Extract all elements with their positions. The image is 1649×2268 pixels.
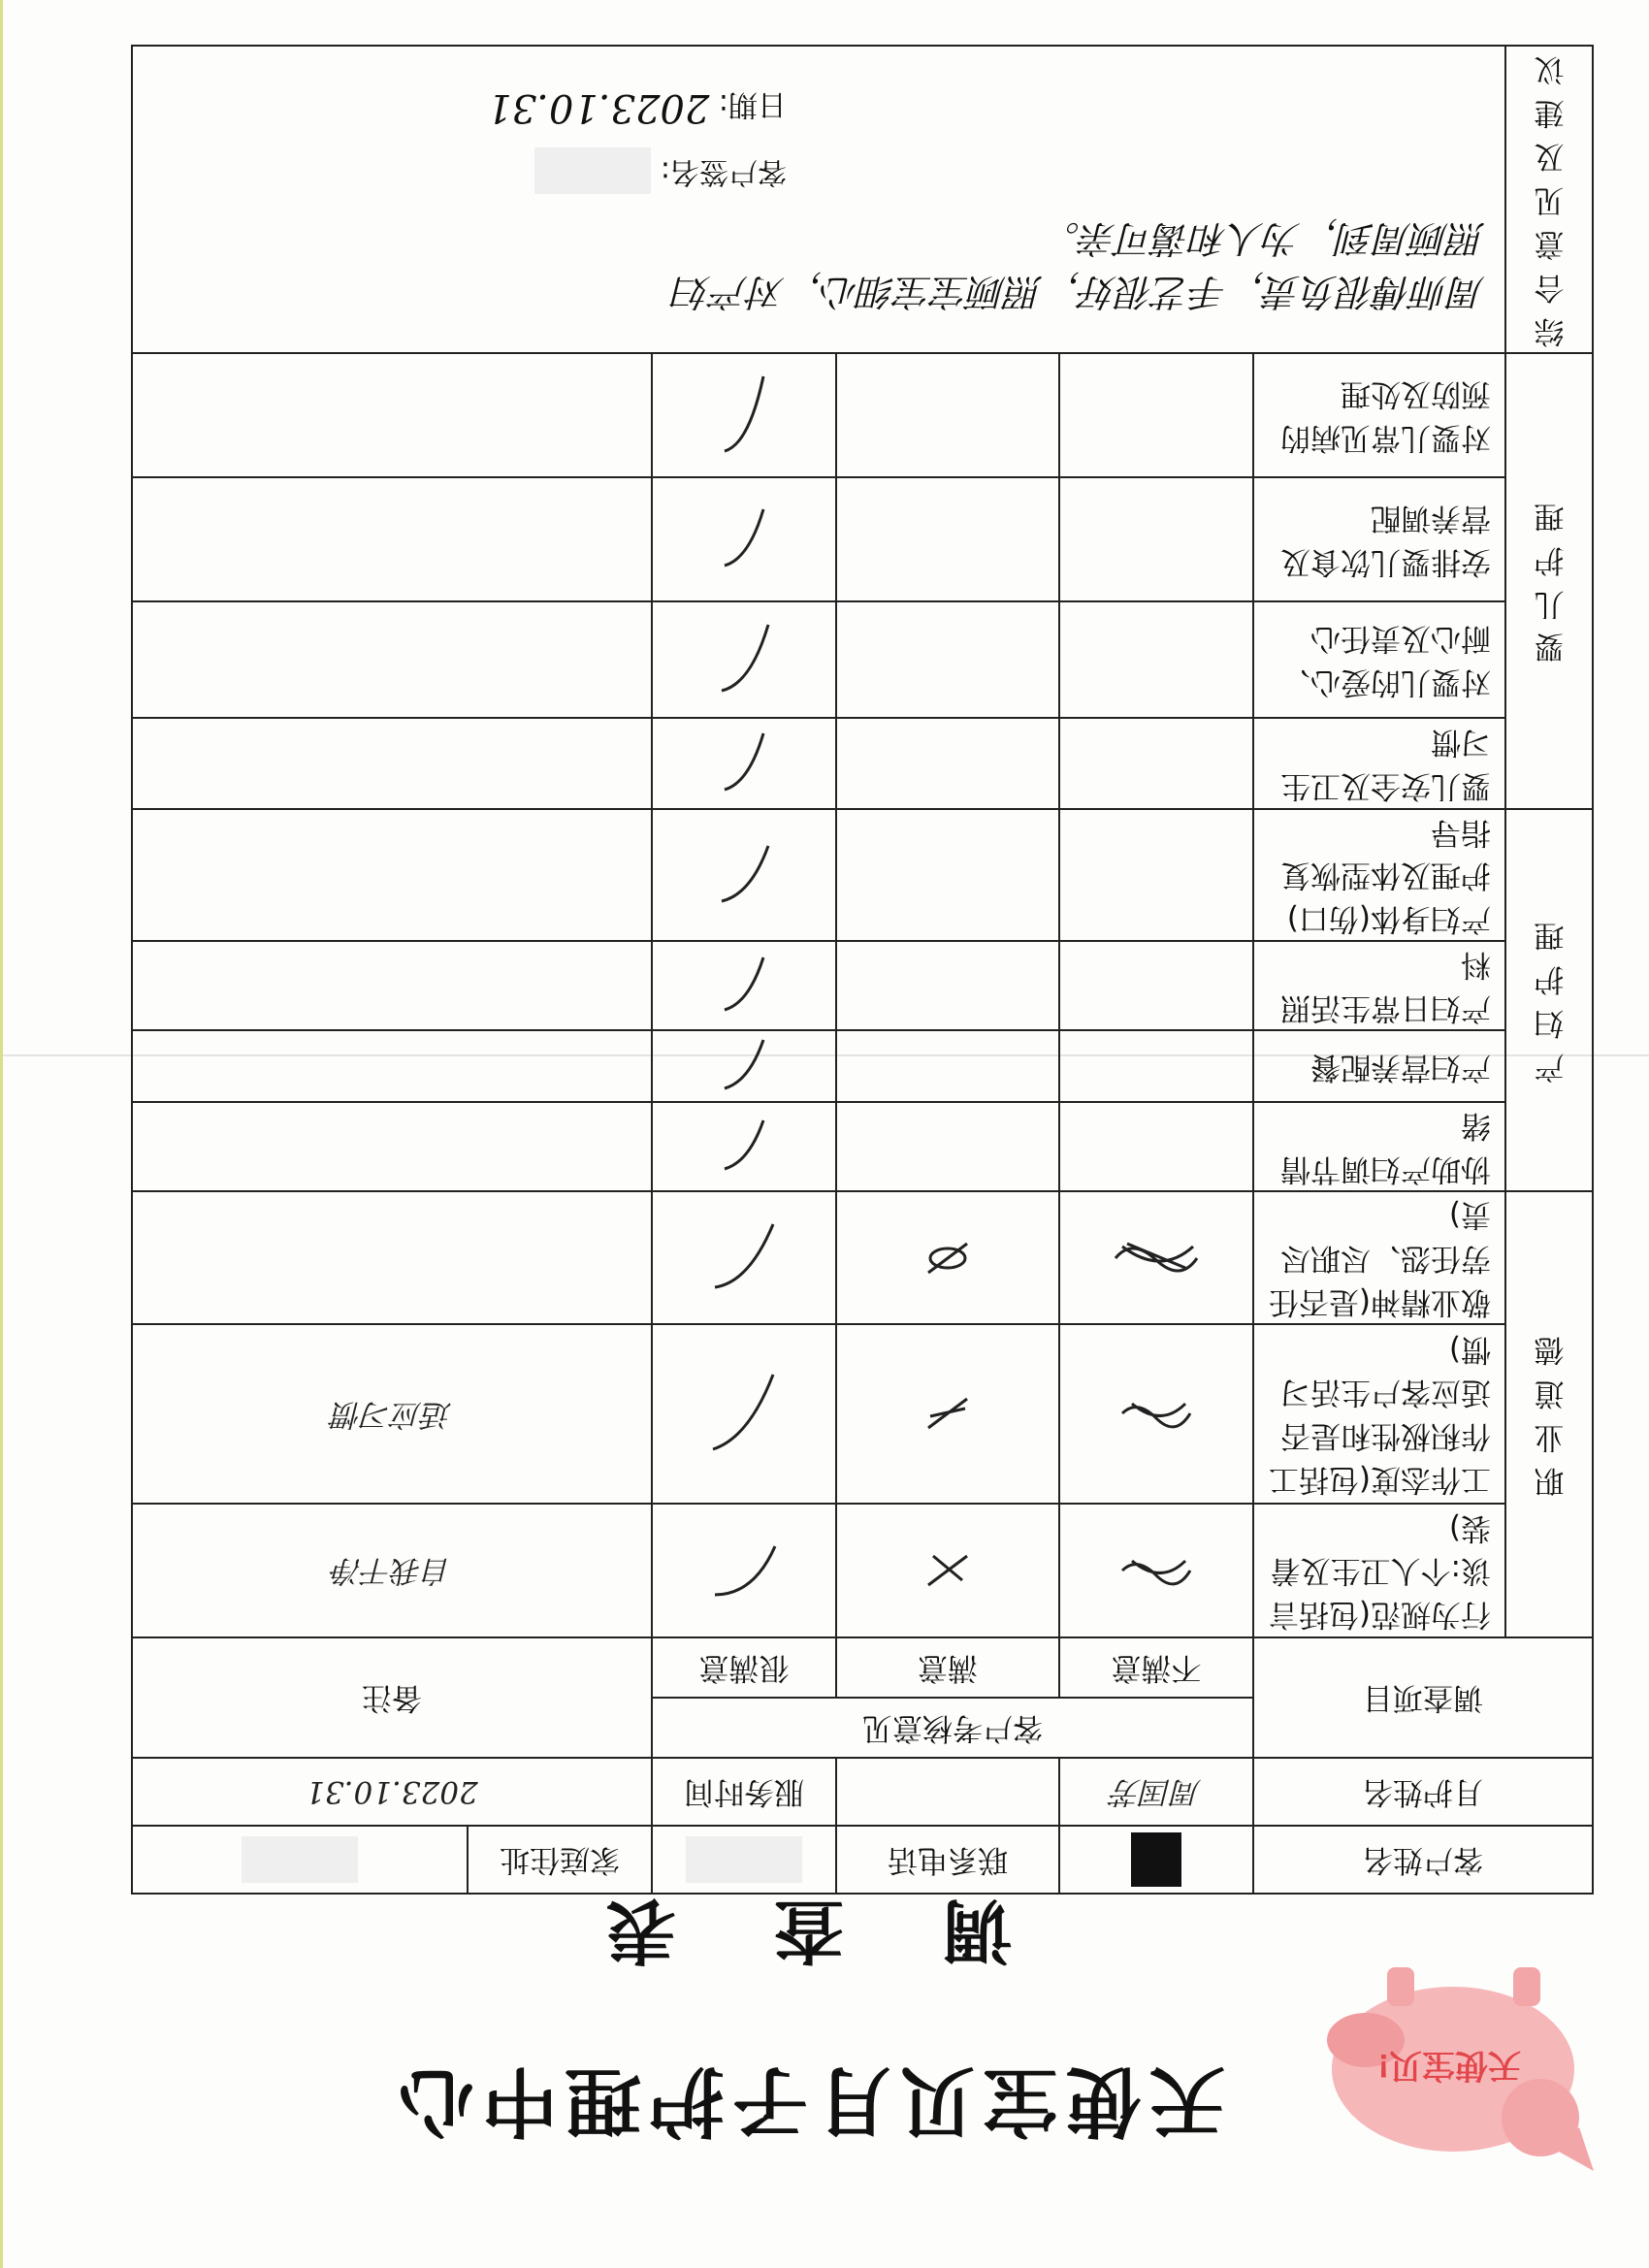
check-icon — [715, 1036, 773, 1096]
service-time-label: 服务时间 — [652, 1758, 836, 1826]
empty-cell — [1059, 1030, 1253, 1102]
item-label: 行为规范(包括言谈:个人卫生及着装) — [1253, 1504, 1505, 1637]
item-label: 产妇日常生活照料 — [1253, 941, 1505, 1030]
col-unsatisfied: 不满意 — [1059, 1637, 1253, 1698]
scribble-mark — [1059, 1504, 1253, 1637]
empty-cell — [1059, 941, 1253, 1030]
form-subtitle: 调 查 表 — [568, 1890, 1012, 1971]
table-row — [132, 601, 1593, 718]
table-row — [132, 1324, 1593, 1504]
item-label: 产妇营养配餐 — [1253, 1030, 1505, 1102]
date-label: 日期: — [718, 87, 787, 122]
note-value — [132, 941, 652, 1030]
survey-table — [131, 45, 1594, 1895]
eval-header: 客户考核意见 — [652, 1698, 1253, 1758]
cross-mark — [836, 1504, 1059, 1637]
address-label: 家庭住址 — [468, 1826, 652, 1894]
cross-mark — [836, 1324, 1059, 1504]
survey-document — [3, 0, 1649, 2268]
scribble-icon — [1113, 1385, 1200, 1443]
note-value — [132, 1191, 652, 1324]
summary-content — [132, 46, 1505, 353]
empty-cell — [1059, 601, 1253, 718]
table-row — [132, 718, 1593, 809]
form-title: 天使宝贝月子护理中心 — [390, 2057, 1225, 2144]
col-satisfied: 满意 — [836, 1637, 1059, 1698]
note-value — [132, 353, 652, 477]
check-mark — [652, 1030, 836, 1102]
summary-row — [132, 46, 1593, 353]
info-row-client — [132, 1826, 1593, 1894]
empty-cell — [836, 1102, 1059, 1191]
category-cell: 产妇护理 — [1505, 809, 1593, 1192]
check-mark — [652, 1324, 836, 1504]
client-name-value — [1059, 1826, 1253, 1894]
check-mark — [652, 601, 836, 718]
item-label: 对婴儿的爱心、耐心及责任心 — [1253, 601, 1505, 718]
table-row — [132, 809, 1593, 942]
check-icon — [715, 505, 773, 573]
note-value — [132, 601, 652, 718]
empty-cell — [1059, 353, 1253, 477]
note-value — [132, 1102, 652, 1191]
scribble-icon — [1113, 1541, 1200, 1600]
service-time-value: 2023.10.31 — [132, 1758, 652, 1826]
empty-cell — [836, 353, 1059, 477]
scribble-mark — [1059, 1324, 1253, 1504]
scribble-icon — [1108, 1229, 1205, 1287]
empty-cell — [836, 1030, 1059, 1102]
summary-text-line2: 照顾周到，为人和蔼可亲。 — [1042, 217, 1485, 261]
item-label: 婴儿安全及卫生习惯 — [1253, 718, 1505, 809]
check-mark — [652, 477, 836, 601]
item-header: 调查项目 — [1253, 1637, 1593, 1758]
note-value — [132, 718, 652, 809]
note-header: 备注 — [132, 1637, 652, 1758]
check-mark — [652, 353, 836, 477]
col-very-satisfied: 很满意 — [652, 1637, 836, 1698]
check-mark — [652, 809, 836, 942]
item-label: 安排婴儿饮食及营养调配 — [1253, 477, 1505, 601]
check-mark — [652, 1191, 836, 1324]
check-icon — [715, 729, 773, 797]
check-mark — [652, 941, 836, 1030]
signature-block — [152, 80, 1485, 194]
empty-cell — [1059, 718, 1253, 809]
phone-label: 联系电话 — [836, 1826, 1059, 1894]
blurred-address — [242, 1836, 358, 1883]
check-icon — [705, 1219, 783, 1297]
empty-cell — [1059, 809, 1253, 942]
check-icon — [710, 841, 778, 909]
nanny-name-value: 周国芳 — [1059, 1758, 1253, 1826]
info-row-nanny — [132, 1758, 1593, 1826]
check-mark — [652, 1102, 836, 1191]
note-value — [132, 1030, 652, 1102]
redaction-block — [1131, 1832, 1181, 1887]
crossout-icon — [919, 1546, 977, 1595]
client-sign-label: 客户签名: — [660, 154, 787, 189]
note-value — [132, 477, 652, 601]
empty-cell — [836, 601, 1059, 718]
nanny-blank — [836, 1758, 1059, 1826]
item-label: 敬业精神(是否任劳任怨、尽职尽责) — [1253, 1191, 1505, 1324]
table-row — [132, 1030, 1593, 1102]
client-signature — [152, 147, 787, 194]
note-value — [132, 809, 652, 942]
table-row — [132, 353, 1593, 477]
survey-header-row1 — [132, 1698, 1593, 1758]
scribble-mark — [1059, 1191, 1253, 1324]
table-row — [132, 477, 1593, 601]
check-mark — [652, 1504, 836, 1637]
item-label: 工作态度(包括工作积极性和是否适应客户生活习惯) — [1253, 1324, 1505, 1504]
empty-cell — [836, 809, 1059, 942]
table-row — [132, 1102, 1593, 1191]
check-icon — [715, 372, 773, 459]
date-value: 2023.10.31 — [487, 85, 710, 131]
empty-cell — [836, 477, 1059, 601]
logo-text: 天使宝贝! — [1377, 2047, 1521, 2084]
check-mark — [652, 718, 836, 809]
note-value: 自我干净 — [132, 1504, 652, 1637]
client-name-label: 客户姓名 — [1253, 1826, 1593, 1894]
phone-value — [652, 1826, 836, 1894]
date-line — [152, 80, 787, 136]
check-icon — [705, 1371, 783, 1458]
summary-text-line1: 周师傅很负责，手艺很好，照顾宝宝细心，对产妇 — [673, 271, 1485, 314]
crossout-icon — [919, 1390, 977, 1439]
check-icon — [705, 1537, 783, 1604]
empty-cell — [1059, 1102, 1253, 1191]
empty-cell — [836, 718, 1059, 809]
category-cell: 婴儿护理 — [1505, 353, 1593, 809]
empty-cell — [836, 941, 1059, 1030]
blurred-signature — [534, 147, 651, 194]
summary-label: 综合意见及建议 — [1505, 46, 1593, 353]
table-row — [132, 941, 1593, 1030]
nanny-label: 月护姓名 — [1253, 1758, 1593, 1826]
empty-cell — [1059, 477, 1253, 601]
category-cell: 职业道德 — [1505, 1191, 1593, 1637]
blurred-phone — [686, 1836, 802, 1883]
note-value: 适应习惯 — [132, 1324, 652, 1504]
item-label: 协助产妇调节情绪 — [1253, 1102, 1505, 1191]
item-label: 对婴儿常见病的预防及处理 — [1253, 353, 1505, 477]
logo-pig-icon — [1317, 1962, 1599, 2186]
check-icon — [715, 954, 773, 1018]
table-row — [132, 1504, 1593, 1637]
check-icon — [715, 1117, 773, 1177]
address-value — [132, 1826, 468, 1894]
table-row — [132, 1191, 1593, 1324]
cross-mark — [836, 1191, 1059, 1324]
check-icon — [710, 621, 778, 698]
item-label: 产妇身体(伤口)护理及体型恢复指导 — [1253, 809, 1505, 942]
crossout-icon — [919, 1234, 977, 1282]
